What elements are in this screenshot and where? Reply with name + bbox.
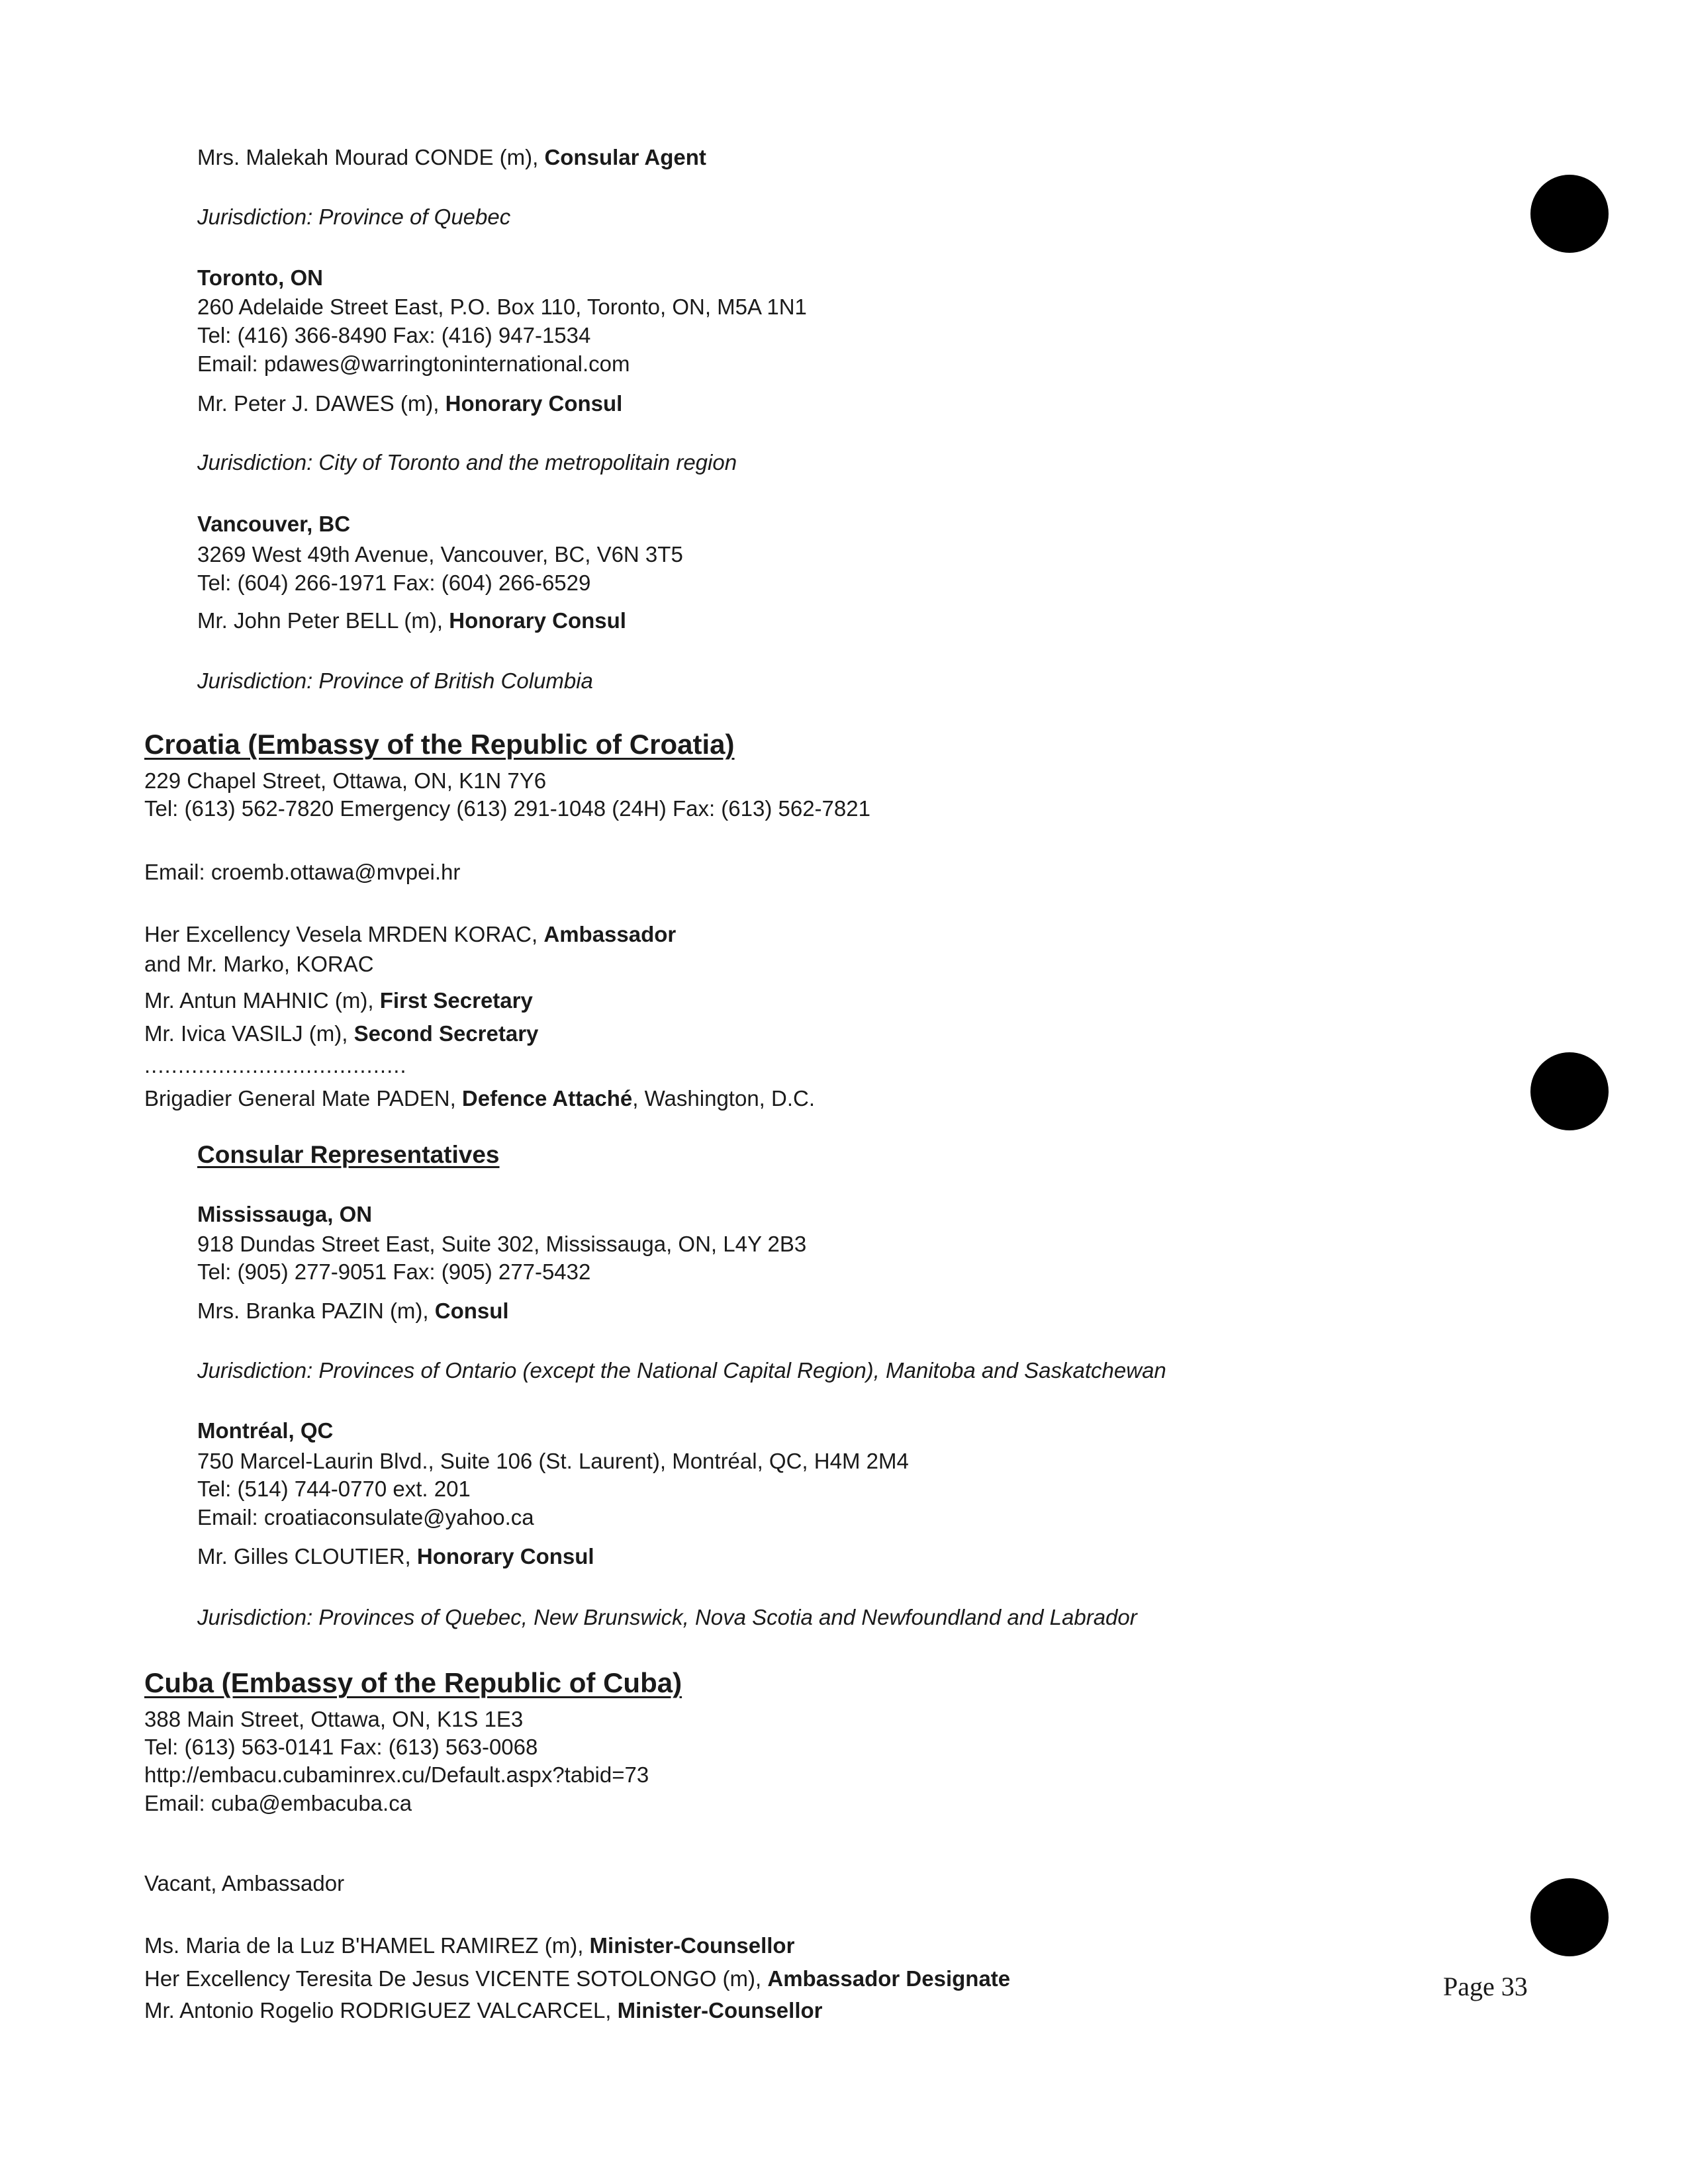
montreal-person: Mr. Gilles CLOUTIER, (197, 1544, 417, 1569)
cuba-staff-0 (144, 1933, 794, 1959)
cuba-staff-2 (144, 1997, 823, 2024)
staff-name: Mr. Ivica VASILJ (m), (144, 1021, 354, 1046)
page-number: Page 33 (1443, 1972, 1528, 2001)
cuba-tel: Tel: (613) 563-0141 Fax: (613) 563-0068 (144, 1735, 538, 1759)
mississauga-tel: Tel: (905) 277-9051 Fax: (905) 277-5432 (197, 1259, 591, 1284)
cuba-staff-1 (144, 1966, 1010, 1992)
defence-attache-line (144, 1085, 815, 1112)
staff-name: and Mr. Marko, KORAC (144, 952, 374, 976)
montreal-address: 750 Marcel-Laurin Blvd., Suite 106 (St. Laurent), Montréal, QC, H4M 2M4 (197, 1449, 909, 1473)
dotted-separator: ....................................... (144, 1053, 407, 1077)
montreal-jurisdiction: Jurisdiction: Provinces of Quebec, New Brunswick, Nova Scotia and Newfoundland and Labrador (197, 1605, 1137, 1629)
toronto-title: Honorary Consul (445, 391, 623, 416)
mississauga-person-line (197, 1298, 509, 1324)
cuba-vacant: Vacant, Ambassador (144, 1871, 345, 1895)
vancouver-tel: Tel: (604) 266-1971 Fax: (604) 266-6529 (197, 570, 591, 595)
vancouver-title: Honorary Consul (449, 608, 626, 633)
conde-jurisdiction: Jurisdiction: Province of Quebec (197, 205, 511, 229)
cuba-email: Email: cuba@embacuba.ca (144, 1791, 412, 1815)
mississauga-city: Mississauga, ON (197, 1202, 373, 1226)
staff-title: Ambassador (543, 922, 677, 946)
staff-title: First Secretary (379, 988, 533, 1013)
toronto-city: Toronto, ON (197, 265, 324, 290)
cuba-web: http://embacu.cubaminrex.cu/Default.aspx?tabid=73 (144, 1762, 649, 1787)
toronto-person: Mr. Peter J. DAWES (m), (197, 391, 445, 416)
montreal-title: Honorary Consul (416, 1544, 594, 1569)
hole-punch-middle (1530, 1052, 1609, 1130)
croatia-tel: Tel: (613) 562-7820 Emergency (613) 291-1048 (24H) Fax: (613) 562-7821 (144, 796, 870, 821)
croatia-staff-0 (144, 921, 676, 948)
consular-representatives-heading: Consular Representatives (197, 1141, 500, 1168)
montreal-tel: Tel: (514) 744-0770 ext. 201 (197, 1477, 471, 1501)
staff-name: Ms. Maria de la Luz B'HAMEL RAMIREZ (m), (144, 1933, 590, 1958)
croatia-staff-2 (144, 987, 533, 1014)
defence-title: Defence Attaché (461, 1086, 633, 1111)
staff-name: Her Excellency Vesela MRDEN KORAC, (144, 922, 544, 946)
vancouver-person: Mr. John Peter BELL (m), (197, 608, 449, 633)
montreal-person-line (197, 1543, 594, 1570)
defence-name: Brigadier General Mate PADEN, (144, 1086, 462, 1111)
staff-name: Her Excellency Teresita De Jesus VICENTE SOTOLONGO (m), (144, 1966, 768, 1991)
staff-name: Mr. Antonio Rogelio RODRIGUEZ VALCARCEL, (144, 1998, 618, 2023)
defence-suffix: , Washington, D.C. (632, 1086, 816, 1111)
staff-title: Second Secretary (353, 1021, 539, 1046)
staff-title: Ambassador Designate (767, 1966, 1011, 1991)
croatia-staff-1 (144, 951, 374, 978)
mississauga-jurisdiction: Jurisdiction: Provinces of Ontario (except the National Capital Region), Manitoba and Saskatchewan (197, 1358, 1166, 1383)
cuba-address: 388 Main Street, Ottawa, ON, K1S 1E3 (144, 1707, 524, 1731)
toronto-address: 260 Adelaide Street East, P.O. Box 110, Toronto, ON, M5A 1N1 (197, 295, 807, 319)
croatia-address: 229 Chapel Street, Ottawa, ON, K1N 7Y6 (144, 768, 547, 793)
vancouver-person-line (197, 608, 626, 634)
cuba-heading: Cuba (Embassy of the Republic of Cuba) (144, 1667, 682, 1698)
hole-punch-top (1530, 175, 1609, 253)
toronto-jurisdiction: Jurisdiction: City of Toronto and the metropolitain region (197, 450, 737, 475)
montreal-email: Email: croatiaconsulate@yahoo.ca (197, 1505, 534, 1529)
staff-title: Minister-Counsellor (589, 1933, 795, 1958)
mississauga-address: 918 Dundas Street East, Suite 302, Mississauga, ON, L4Y 2B3 (197, 1232, 807, 1256)
staff-title: Minister-Counsellor (617, 1998, 823, 2023)
conde-name: Mrs. Malekah Mourad CONDE (m), (197, 145, 545, 169)
conde-line (197, 144, 706, 171)
mississauga-title: Consul (434, 1298, 509, 1323)
croatia-staff-3 (144, 1021, 538, 1047)
vancouver-address: 3269 West 49th Avenue, Vancouver, BC, V6N 3T5 (197, 542, 683, 567)
conde-title: Consular Agent (544, 145, 706, 169)
toronto-person-line (197, 390, 622, 417)
vancouver-city: Vancouver, BC (197, 512, 351, 536)
staff-name: Mr. Antun MAHNIC (m), (144, 988, 380, 1013)
hole-punch-bottom (1530, 1878, 1609, 1956)
toronto-tel: Tel: (416) 366-8490 Fax: (416) 947-1534 (197, 323, 591, 347)
montreal-city: Montréal, QC (197, 1418, 334, 1443)
croatia-email: Email: croemb.ottawa@mvpei.hr (144, 860, 461, 884)
vancouver-jurisdiction: Jurisdiction: Province of British Columbia (197, 668, 593, 693)
mississauga-person: Mrs. Branka PAZIN (m), (197, 1298, 435, 1323)
croatia-heading: Croatia (Embassy of the Republic of Croatia) (144, 729, 735, 760)
toronto-email: Email: pdawes@warringtoninternational.com (197, 351, 630, 376)
